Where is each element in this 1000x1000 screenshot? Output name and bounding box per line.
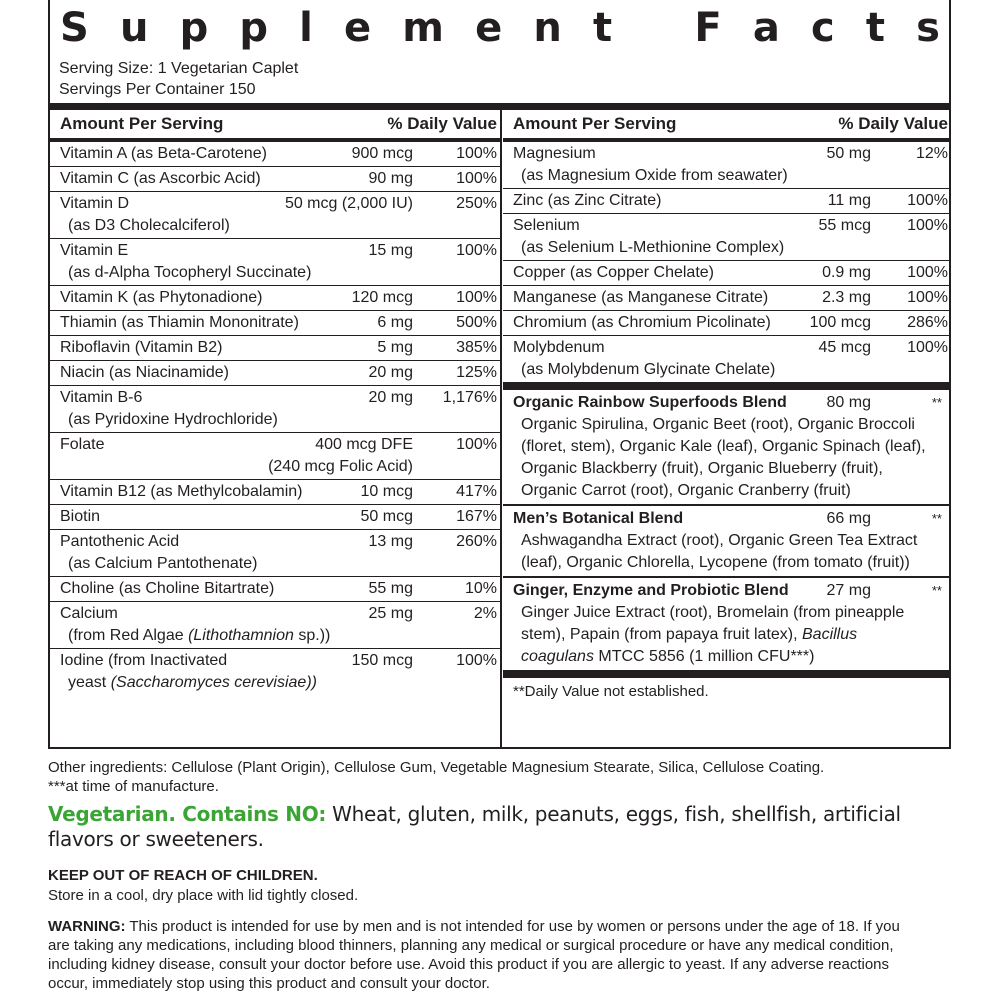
nutrient-amount: 13 mg [368, 533, 413, 550]
blend-name: Organic Rainbow Superfoods Blend [513, 394, 787, 411]
nutrient-row [50, 649, 500, 695]
title-letter: t [593, 5, 613, 51]
blend-name: Men’s Botanical Blend [513, 510, 684, 527]
nutrient-row [503, 189, 951, 214]
vegetarian-statement [48, 802, 958, 852]
left-nutrient-list [50, 142, 500, 695]
nutrient-name: Vitamin K (as Phytonadione) [60, 289, 263, 306]
nutrient-name: Vitamin B-6 [60, 389, 143, 406]
title-letter: p [239, 5, 268, 51]
nutrient-source: (as Selenium L-Methionine Complex) [521, 239, 785, 256]
nutrient-name: Manganese (as Manganese Citrate) [513, 289, 769, 306]
blend-ingredients: Organic Blackberry (fruit), Organic Blueberry (fruit), [521, 460, 883, 477]
blend-ingredients [513, 624, 948, 646]
nutrient-dv: 12% [915, 145, 948, 162]
serving-size: Serving Size: 1 Vegetarian Caplet [59, 60, 299, 77]
title-letter: p [179, 5, 209, 51]
title-letter: n [533, 5, 562, 51]
amount-header: Amount Per Serving [60, 114, 224, 133]
nutrient-name: Riboflavin (Vitamin B2) [60, 339, 223, 356]
text-span: stem), Papain (from papaya fruit latex), [521, 626, 802, 643]
blend-ginger [503, 578, 951, 670]
nutrient-row [50, 530, 500, 577]
nutrient-dv: 100% [456, 145, 497, 162]
nutrient-name: Vitamin A (as Beta-Carotene) [60, 145, 267, 162]
nutrient-row [503, 261, 951, 286]
other-ingredients: Other ingredients: Cellulose (Plant Origin), Cellulose Gum, Vegetable Magnesium Stearate, Silica, Cellulose Coating. [48, 759, 825, 776]
blend-ingredients: (leaf), Organic Chlorella, Lycopene (from tomato (fruit)) [521, 554, 910, 571]
nutrient-amount: 5 mg [377, 339, 413, 356]
nutrient-source: (as Molybdenum Glycinate Chelate) [521, 361, 776, 378]
title-letter: e [344, 5, 372, 51]
nutrient-name: Biotin [60, 508, 101, 525]
keep-out-warning: KEEP OUT OF REACH OF CHILDREN. [48, 867, 318, 884]
nutrient-dv: 100% [456, 289, 497, 306]
servings-per-container: Servings Per Container 150 [59, 81, 256, 98]
dv-note: **Daily Value not established. [513, 683, 709, 700]
divider-bar [503, 382, 951, 390]
nutrient-dv: 125% [456, 364, 497, 381]
nutrient-dv: 167% [456, 508, 497, 525]
nutrient-dv: 1,176% [442, 389, 497, 406]
nutrient-name: Chromium (as Chromium Picolinate) [513, 314, 771, 331]
title-letter: s [916, 5, 940, 51]
nutrient-amount: 100 mcg [809, 314, 871, 331]
nutrient-name: Calcium [60, 605, 118, 622]
nutrient-name: Thiamin (as Thiamin Mononitrate) [60, 314, 299, 331]
nutrient-amount: 6 mg [377, 314, 413, 331]
nutrient-amount: 50 mcg [360, 508, 413, 525]
title-letter: u [119, 5, 149, 51]
nutrient-amount: 50 mg [826, 145, 871, 162]
warning-line: including kidney disease, consult your doctor before use. Avoid this product if you are allergic to yeast. If any adverse reactions [48, 956, 890, 973]
nutrient-dv: 385% [456, 339, 497, 356]
nutrient-row [50, 505, 500, 530]
nutrient-dv: 100% [456, 242, 497, 259]
nutrient-row [503, 336, 951, 382]
nutrient-name: Vitamin D [60, 195, 130, 212]
warning-text [48, 917, 958, 993]
supplement-facts-panel [48, 0, 951, 749]
nutrient-row [50, 361, 500, 386]
nutrient-row [50, 577, 500, 602]
nutrient-row [50, 386, 500, 433]
nutrient-amount: 120 mcg [351, 289, 413, 306]
blend-dv: ** [931, 583, 942, 598]
nutrient-dv: 10% [464, 580, 497, 597]
nutrient-dv: 100% [907, 339, 948, 356]
left-column [50, 110, 500, 695]
warning-line: This product is intended for use by men and is not intended for use by women or persons under the age of 18. If you [125, 918, 900, 935]
text-span: yeast [68, 674, 111, 691]
right-nutrient-list [503, 142, 951, 382]
nutrient-dv: 100% [907, 264, 948, 281]
nutrient-dv: 100% [907, 217, 948, 234]
nutrient-source: (as Pyridoxine Hydrochloride) [68, 411, 278, 428]
title-letter: t [865, 5, 886, 51]
nutrient-source: (as Calcium Pantothenate) [68, 555, 258, 572]
nutrient-row [50, 286, 500, 311]
nutrient-amount: 0.9 mg [822, 264, 871, 281]
nutrient-amount: 25 mg [368, 605, 413, 622]
nutrient-amount: 400 mcg DFE [315, 436, 413, 453]
nutrient-amount: 900 mcg [351, 145, 413, 162]
blend-amount: 80 mg [826, 394, 871, 411]
nutrient-amount: 55 mg [368, 580, 413, 597]
vegetarian-text: flavors or sweeteners. [48, 827, 264, 851]
nutrient-amount-detail: (240 mcg Folic Acid) [268, 458, 413, 475]
title-letter: S [60, 5, 89, 51]
warning-line: are taking any medications, including blood thinners, planning any medical or surgical procedure or have any medical condition, [48, 937, 894, 954]
nutrient-name: Magnesium [513, 145, 596, 162]
nutrient-amount: 90 mg [368, 170, 413, 187]
blend-ingredients [513, 646, 948, 668]
vegetarian-label: Vegetarian. Contains NO: [48, 802, 327, 826]
italic-text: Bacillus [802, 626, 858, 643]
text-span: (from Red Algae [68, 627, 189, 644]
nutrient-amount: 20 mg [368, 389, 413, 406]
title-letter: c [811, 5, 835, 51]
divider-bar [50, 103, 949, 110]
nutrient-source: (as Magnesium Oxide from seawater) [521, 167, 788, 184]
nutrient-source: (as D3 Cholecalciferol) [68, 217, 230, 234]
nutrient-source: (as d-Alpha Tocopheryl Succinate) [68, 264, 312, 281]
warning-line: occur, immediately stop using this product and consult your doctor. [48, 975, 490, 992]
blend-ingredients: Organic Carrot (root), Organic Cranberry (fruit) [521, 482, 851, 499]
nutrient-amount: 11 mg [827, 192, 871, 209]
title-letter: m [402, 5, 444, 51]
blend-rainbow [503, 390, 951, 506]
nutrient-name: Zinc (as Zinc Citrate) [513, 192, 662, 209]
blend-amount: 27 mg [826, 582, 871, 599]
nutrient-name: Iodine (from Inactivated [60, 652, 228, 669]
nutrient-name: Vitamin B12 (as Methylcobalamin) [60, 483, 303, 500]
blend-ingredients: Ginger Juice Extract (root), Bromelain (from pineapple [521, 604, 905, 621]
nutrient-row [50, 192, 500, 239]
nutrient-name: Pantothenic Acid [60, 533, 180, 550]
text-span: sp.)) [293, 627, 331, 644]
nutrient-name: Choline (as Choline Bitartrate) [60, 580, 275, 597]
nutrient-amount: 45 mcg [818, 339, 871, 356]
blend-ingredients: Ashwagandha Extract (root), Organic Green Tea Extract [521, 532, 918, 549]
right-column [503, 110, 951, 702]
nutrient-row [50, 239, 500, 286]
italic-text: (Lithothamnion [188, 627, 294, 644]
nutrient-row [50, 167, 500, 192]
nutrient-row [503, 286, 951, 311]
nutrient-row [50, 336, 500, 361]
italic-text: (Saccharomyces cerevisiae)) [110, 674, 317, 691]
nutrient-dv: 100% [456, 652, 497, 669]
nutrient-amount: 150 mcg [351, 652, 413, 669]
nutrient-amount: 10 mcg [360, 483, 413, 500]
nutrient-name: Copper (as Copper Chelate) [513, 264, 714, 281]
dv-header: % Daily Value [838, 114, 948, 133]
blend-dv: ** [931, 395, 942, 410]
nutrient-dv: 100% [456, 436, 497, 453]
nutrient-dv: 500% [456, 314, 497, 331]
nutrient-row [50, 433, 500, 480]
nutrient-row [503, 214, 951, 261]
italic-text: coagulans [521, 648, 594, 665]
title-letter: l [299, 5, 313, 51]
nutrient-dv: 100% [456, 170, 497, 187]
nutrient-dv: 100% [907, 289, 948, 306]
manufacture-note: ***at time of manufacture. [48, 778, 219, 795]
nutrient-name: Niacin (as Niacinamide) [60, 364, 229, 381]
column-header [50, 110, 500, 142]
nutrient-dv: 2% [473, 605, 497, 622]
blend-dv: ** [931, 511, 942, 526]
nutrient-row [503, 311, 951, 336]
divider-bar [503, 670, 951, 678]
amount-header: Amount Per Serving [513, 114, 677, 133]
text-span: MTCC 5856 (1 million CFU***) [593, 648, 815, 665]
blend-ingredients: Organic Spirulina, Organic Beet (root), Organic Broccoli [521, 416, 915, 433]
column-header [503, 110, 951, 142]
dv-header: % Daily Value [387, 114, 497, 133]
blend-amount: 66 mg [826, 510, 871, 527]
nutrient-dv: 250% [456, 195, 497, 212]
title-letter: a [752, 5, 780, 51]
title-letter: F [694, 5, 722, 51]
nutrient-name: Vitamin E [60, 242, 129, 259]
nutrient-row [50, 142, 500, 167]
nutrient-amount: 55 mcg [818, 217, 871, 234]
nutrient-row [50, 602, 500, 649]
nutrient-amount: 20 mg [368, 364, 413, 381]
nutrient-dv: 100% [907, 192, 948, 209]
nutrient-dv: 286% [907, 314, 948, 331]
vegetarian-text: Wheat, gluten, milk, peanuts, eggs, fish, shellfish, artificial [326, 802, 901, 826]
nutrient-name: Selenium [513, 217, 580, 234]
nutrient-row [50, 480, 500, 505]
warning-label: WARNING: [48, 918, 126, 935]
blend-name: Ginger, Enzyme and Probiotic Blend [513, 582, 789, 599]
nutrient-amount: 50 mcg (2,000 IU) [284, 195, 413, 212]
panel-title [60, 4, 940, 52]
nutrient-source [60, 672, 500, 694]
nutrient-name: Molybdenum [513, 339, 605, 356]
nutrient-dv: 260% [456, 533, 497, 550]
blend-ingredients: (floret, stem), Organic Kale (leaf), Organic Spinach (leaf), [521, 438, 926, 455]
title-letter: e [475, 5, 503, 51]
nutrient-name: Vitamin C (as Ascorbic Acid) [60, 170, 261, 187]
blend-botanical [503, 506, 951, 578]
nutrient-amount: 15 mg [368, 242, 413, 259]
nutrient-row [503, 142, 951, 189]
storage-instructions: Store in a cool, dry place with lid tightly closed. [48, 887, 359, 904]
nutrient-source [60, 625, 500, 647]
nutrient-row [50, 311, 500, 336]
column-divider [500, 110, 502, 749]
nutrient-dv: 417% [456, 483, 497, 500]
nutrient-name: Folate [60, 436, 105, 453]
nutrient-amount: 2.3 mg [822, 289, 871, 306]
